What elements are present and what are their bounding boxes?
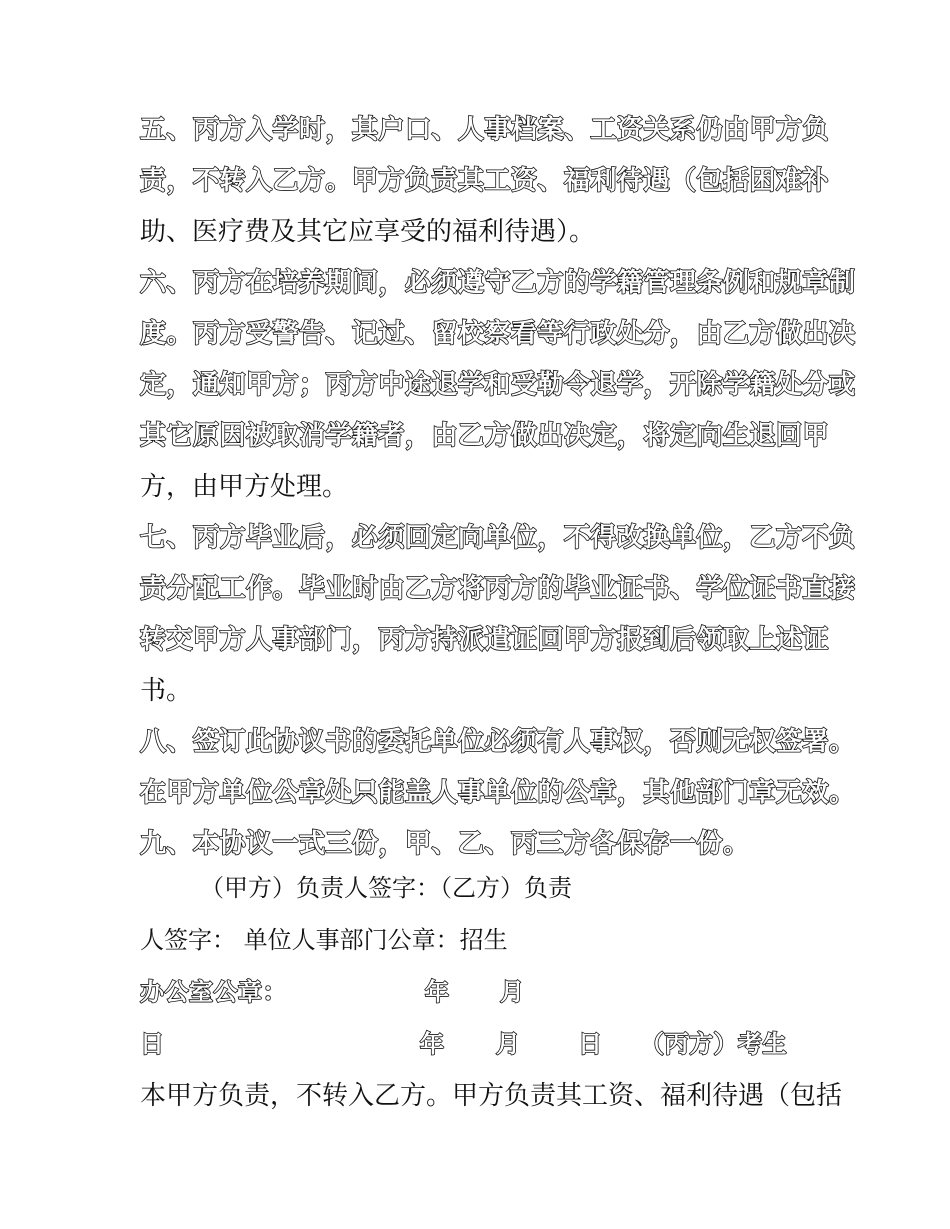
date-day-label-2: 日 — [578, 1030, 603, 1058]
date-month-label: 月 — [500, 978, 525, 1006]
clause-7-line-2: 责分配工作。毕业时由乙方将丙方的毕业证书、学位证书直接 — [140, 574, 856, 604]
clause-6-line-3: 定，通知甲方；丙方中途退学和受勒令退学，开除学籍处分或 — [140, 370, 856, 400]
clause-6-line-2: 度。丙方受警告、记过、留校察看等行政处分，由乙方做出决 — [140, 319, 856, 349]
date-year-label-2: 年 — [420, 1030, 445, 1058]
tail-line: 本甲方负责，不转入乙方。甲方负责其工资、福利待遇（包括 — [140, 1081, 843, 1111]
clause-5-line-3: 助、医疗费及其它应享受的福利待遇）。 — [140, 217, 596, 247]
clause-8-line-1: 八、签订此协议书的委托单位必须有人事权，否则无权签署。 — [140, 727, 856, 757]
date-day-label: 日 — [140, 1030, 165, 1058]
clause-5-line-1: 五、丙方入学时，其户口、人事档案、工资关系仍由甲方负 — [140, 115, 830, 145]
clause-5-line-2: 责，不转入乙方。甲方负责其工资、福利待遇（包括困难补 — [140, 166, 830, 196]
date-year-label: 年 — [425, 978, 450, 1006]
clause-7-line-4: 书。 — [140, 676, 193, 706]
party-c-label: （丙方）考生 — [640, 1030, 787, 1058]
date-month-label-2: 月 — [496, 1030, 521, 1058]
signature-line-1: （甲方）负责人签字：（乙方）负责 — [200, 874, 572, 902]
clause-7-line-3: 转交甲方人事部门，丙方持派遣证回甲方报到后领取上述证 — [140, 625, 830, 655]
signature-line-2: 人签字： 单位人事部门公章：招生 — [140, 926, 508, 954]
clause-6-line-1: 六、丙方在培养期间，必须遵守乙方的学籍管理条例和规章制 — [140, 268, 856, 298]
clause-6-line-5: 方，由甲方处理。 — [140, 472, 349, 502]
clause-9-line-1: 九、本协议一式三份，甲、乙、丙三方各保存一份。 — [140, 829, 750, 859]
clause-8-line-2: 在甲方单位公章处只能盖人事单位的公章，其他部门章无效。 — [140, 778, 856, 808]
seal-label: 办公室公章： — [140, 978, 287, 1006]
clause-6-line-4: 其它原因被取消学籍者，由乙方做出决定，将定向生退回甲 — [140, 421, 830, 451]
clause-7-line-1: 七、丙方毕业后，必须回定向单位，不得改换单位，乙方不负 — [140, 523, 856, 553]
